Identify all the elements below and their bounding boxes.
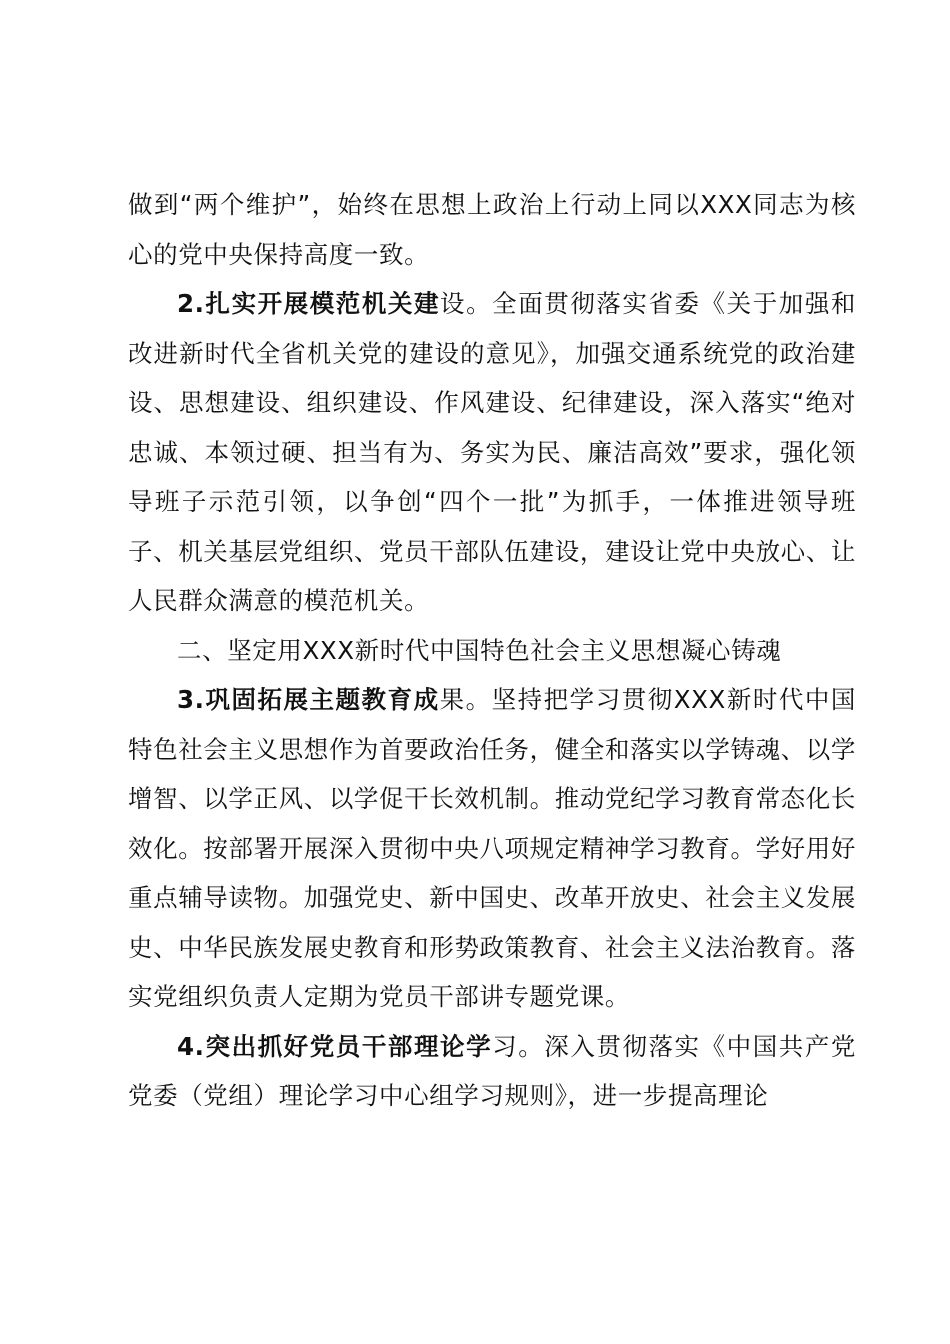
item-2-lead: 2.扎实开展模范机关建 <box>177 289 441 318</box>
item-3-body: 果。坚持把学习贯彻XXX新时代中国特色社会主义思想作为首要政治任务，健全和落实以学铸魂、以学增智、以学正风、以学促干长效机制。推动党纪学习教育常态化长效化。按部署开展深入贯彻中央八项规定精神学习教育。学好用好重点辅导读物。加强党史、新中国史、改革开放史、社会主义发展史、中华民族发展史教育和形势政策教育、社会主义法治教育。落实党组织负责人定期为党员干部讲专题党课。 <box>128 685 856 1011</box>
item-4-body: 习。深入贯彻落实《中国共产党党委（党组）理论学习中心组学习规则》，进一步提高理论 <box>128 1031 857 1110</box>
item-3-lead: 3.巩固拓展主题教育成 <box>177 685 440 714</box>
paragraph-item-4 <box>128 1022 856 1121</box>
paragraph-item-2 <box>128 279 856 626</box>
paragraph-continuation: 做到“两个维护”，始终在思想上政治上行动上同以XXX同志为核心的党中央保持高度一致。 <box>128 190 856 269</box>
section-2-heading: 二、坚定用XXX新时代中国特色社会主义思想凝心铸魂 <box>177 635 782 665</box>
document-page <box>128 180 856 1121</box>
item-4-lead: 4.突出抓好党员干部理论学 <box>177 1031 493 1061</box>
item-2-body: 设。全面贯彻落实省委《关于加强和改进新时代全省机关党的建设的意见》，加强交通系统党的政治建设、思想建设、组织建设、作风建设、纪律建设，深入落实“绝对忠诚、本领过硬、担当有为、务实为民、廉洁高效”要求，强化领导班子示范引领，以争创“四个一批”为抓手，一体推进领导班子、机关基层党组织、党员干部队伍建设，建设让党中央放心、让人民群众满意的模范机关。 <box>128 289 856 615</box>
paragraph-item-3 <box>128 675 856 1022</box>
